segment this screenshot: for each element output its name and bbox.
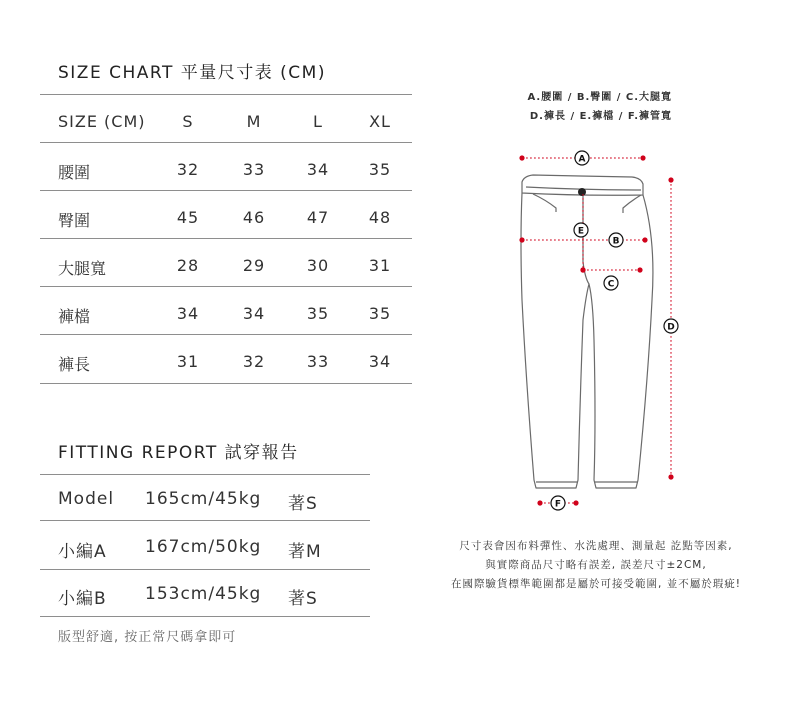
marker-a [575, 151, 589, 165]
size-header-xl: XL [369, 112, 391, 131]
table-cell: 30 [306, 256, 330, 275]
disclaimer-line-3: 在國際驗貨標準範圍都是屬於可接受範圍, 並不屬於瑕疵! [451, 578, 741, 590]
legend-line-2: D.褲長 / E.褲檔 / F.褲管寬 [529, 111, 672, 122]
svg-text:A: A [578, 154, 586, 165]
svg-text:F: F [554, 499, 562, 510]
fit-measure: 167cm/50kg [145, 537, 262, 557]
legend-line-1: A.腰圍 / B.臀圍 / C.大腿寬 [527, 92, 672, 103]
svg-text:C: C [607, 279, 615, 290]
table-cell: 34 [242, 304, 266, 323]
fit-name: Model [58, 489, 115, 509]
row-label-thigh: 大腿寬 [58, 259, 107, 278]
fit-name: 小編A [58, 542, 107, 562]
svg-text:E: E [577, 226, 585, 237]
marker-c [604, 276, 618, 290]
size-header-m: M [246, 112, 262, 131]
row-label-hip: 臀圍 [58, 211, 91, 230]
table-cell: 47 [306, 208, 330, 227]
measurement-lines [522, 158, 671, 503]
table-cell: 46 [242, 208, 266, 227]
fit-note: 版型舒適, 按正常尺碼拿即可 [58, 630, 237, 645]
marker-e [574, 223, 588, 237]
row-label-length: 褲長 [58, 355, 91, 374]
table-cell: 31 [368, 256, 392, 275]
table-cell: 45 [176, 208, 200, 227]
table-cell: 34 [176, 304, 200, 323]
table-cell: 35 [368, 304, 392, 323]
fit-wears: 著S [288, 494, 318, 514]
fit-name: 小編B [58, 589, 107, 609]
svg-text:B: B [612, 236, 620, 247]
table-cell: 35 [306, 304, 330, 323]
pants-button-icon [578, 188, 586, 196]
marker-b [609, 233, 623, 247]
table-cell: 48 [368, 208, 392, 227]
row-label-rise: 褲檔 [58, 307, 91, 326]
marker-f [551, 496, 565, 510]
fit-measure: 153cm/45kg [145, 584, 262, 604]
disclaimer-line-2: 與實際商品尺寸略有誤差, 誤差尺寸±2CM, [485, 559, 707, 571]
table-cell: 34 [306, 160, 330, 179]
table-cell: 34 [368, 352, 392, 371]
fit-wears: 著M [288, 542, 322, 562]
size-header-label: SIZE (CM) [58, 112, 146, 131]
size-header-s: S [182, 112, 194, 131]
table-cell: 33 [306, 352, 330, 371]
marker-d [664, 319, 678, 333]
table-cell: 33 [242, 160, 266, 179]
table-cell: 35 [368, 160, 392, 179]
fit-wears: 著S [288, 589, 318, 609]
table-cell: 28 [176, 256, 200, 275]
row-label-waist: 腰圍 [58, 163, 91, 182]
svg-text:D: D [667, 322, 675, 333]
fit-measure: 165cm/45kg [145, 489, 262, 509]
table-cell: 29 [242, 256, 266, 275]
pants-outline [521, 175, 653, 488]
fitting-report-title: FITTING REPORT 試穿報告 [58, 443, 299, 463]
table-cell: 32 [176, 160, 200, 179]
table-cell: 31 [176, 352, 200, 371]
table-cell: 32 [242, 352, 266, 371]
size-chart-title: SIZE CHART 平量尺寸表 (CM) [58, 63, 326, 83]
size-header-l: L [313, 112, 323, 131]
disclaimer-line-1: 尺寸表會因布料彈性、水洗處理、測量起 訖點等因素, [459, 540, 733, 552]
